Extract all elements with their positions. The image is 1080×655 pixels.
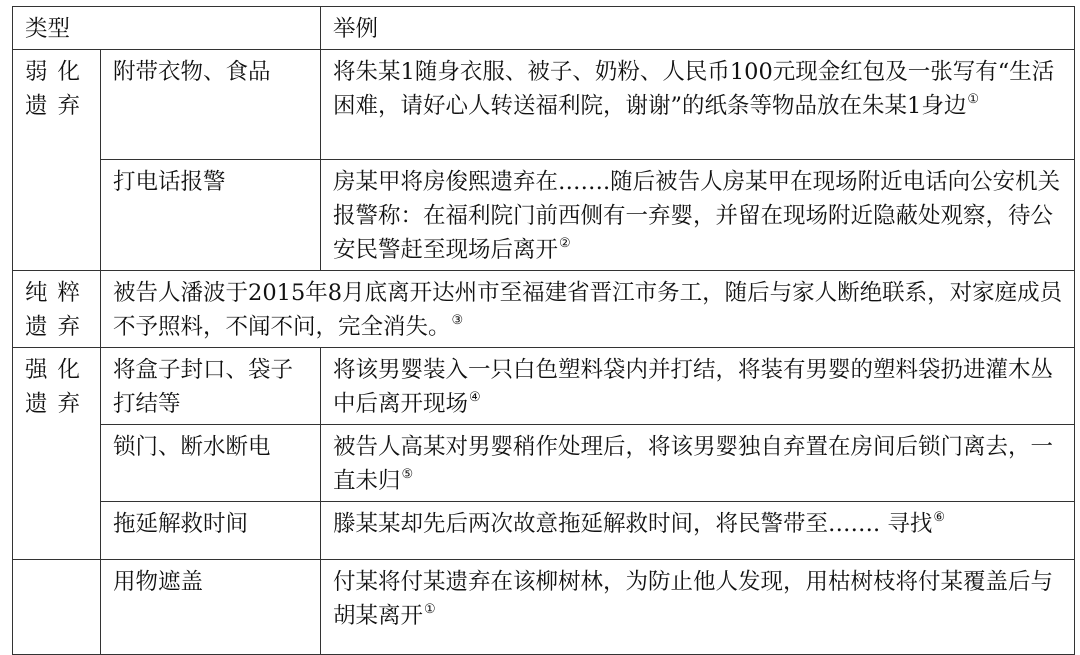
subtype-cell: 将盒子封口、袋子打结等: [101, 348, 321, 425]
table-row: [13, 560, 1075, 655]
footnote-marker: ③: [451, 313, 464, 328]
empty-category-cell: [13, 560, 101, 655]
table-row: [13, 271, 1075, 348]
example-cell: [321, 50, 1075, 160]
example-cell: [321, 160, 1075, 271]
table-row: [13, 348, 1075, 425]
category-weakened: 弱化遗弃: [13, 50, 101, 271]
example-cell: [321, 425, 1075, 502]
subtype-cell: 锁门、断水断电: [101, 425, 321, 502]
category-pure: 纯粹遗弃: [13, 271, 101, 348]
example-cell: [101, 271, 1075, 348]
subtype-cell: 附带衣物、食品: [101, 50, 321, 160]
table-row: [13, 502, 1075, 560]
example-text: 滕某某却先后两次故意拖延解救时间，将民警带至……. 寻找: [333, 511, 933, 537]
example-text: 将朱某1随身衣服、被子、奶粉、人民币100元现金红包及一张写有“生活困难，请好心人转送福利院，谢谢”的纸条等物品放在朱某1身边: [333, 59, 1055, 119]
subtype-cell: 拖延解救时间: [101, 502, 321, 560]
category-strengthened: 强化遗弃: [13, 348, 101, 560]
table-header-row: [13, 7, 1075, 50]
subtype-cell: 打电话报警: [101, 160, 321, 271]
footnote-marker: ④: [469, 390, 481, 405]
footnote-marker: ①: [424, 602, 436, 617]
example-cell: [321, 502, 1075, 560]
footnote-marker: ⑥: [933, 510, 945, 525]
header-type: 类型: [13, 7, 321, 50]
example-text: 房某甲将房俊熙遗弃在…….随后被告人房某甲在现场附近电话向公安机关报警称：在福利院门前西侧有一弃婴，并留在现场附近隐蔽处观察，待公安民警赶至现场后离开: [333, 169, 1061, 263]
table-row: [13, 425, 1075, 502]
example-text: 付某将付某遗弃在该柳树林，为防止他人发现，用枯树枝将付某覆盖后与胡某离开: [333, 569, 1054, 629]
table-row: [13, 50, 1075, 160]
example-text: 被告人潘波于2015年8月底离开达州市至福建省晋江市务工，随后与家人断绝联系，对家庭成员不予照料，不闻不问，完全消失。: [113, 280, 1063, 340]
header-example: 举例: [321, 7, 1075, 50]
subtype-cell: 用物遮盖: [101, 560, 321, 655]
footnote-marker: ①: [967, 92, 979, 107]
example-cell: [321, 560, 1075, 655]
abandonment-types-table: [12, 6, 1075, 655]
example-text: 被告人高某对男婴稍作处理后，将该男婴独自弃置在房间后锁门离去，一直未归: [333, 434, 1054, 494]
example-text: 将该男婴装入一只白色塑料袋内并打结，将装有男婴的塑料袋扔进灌木丛中后离开现场: [333, 357, 1054, 417]
example-cell: [321, 348, 1075, 425]
footnote-marker: ⑤: [401, 467, 414, 482]
table-row: [13, 160, 1075, 271]
footnote-marker: ②: [559, 236, 571, 251]
